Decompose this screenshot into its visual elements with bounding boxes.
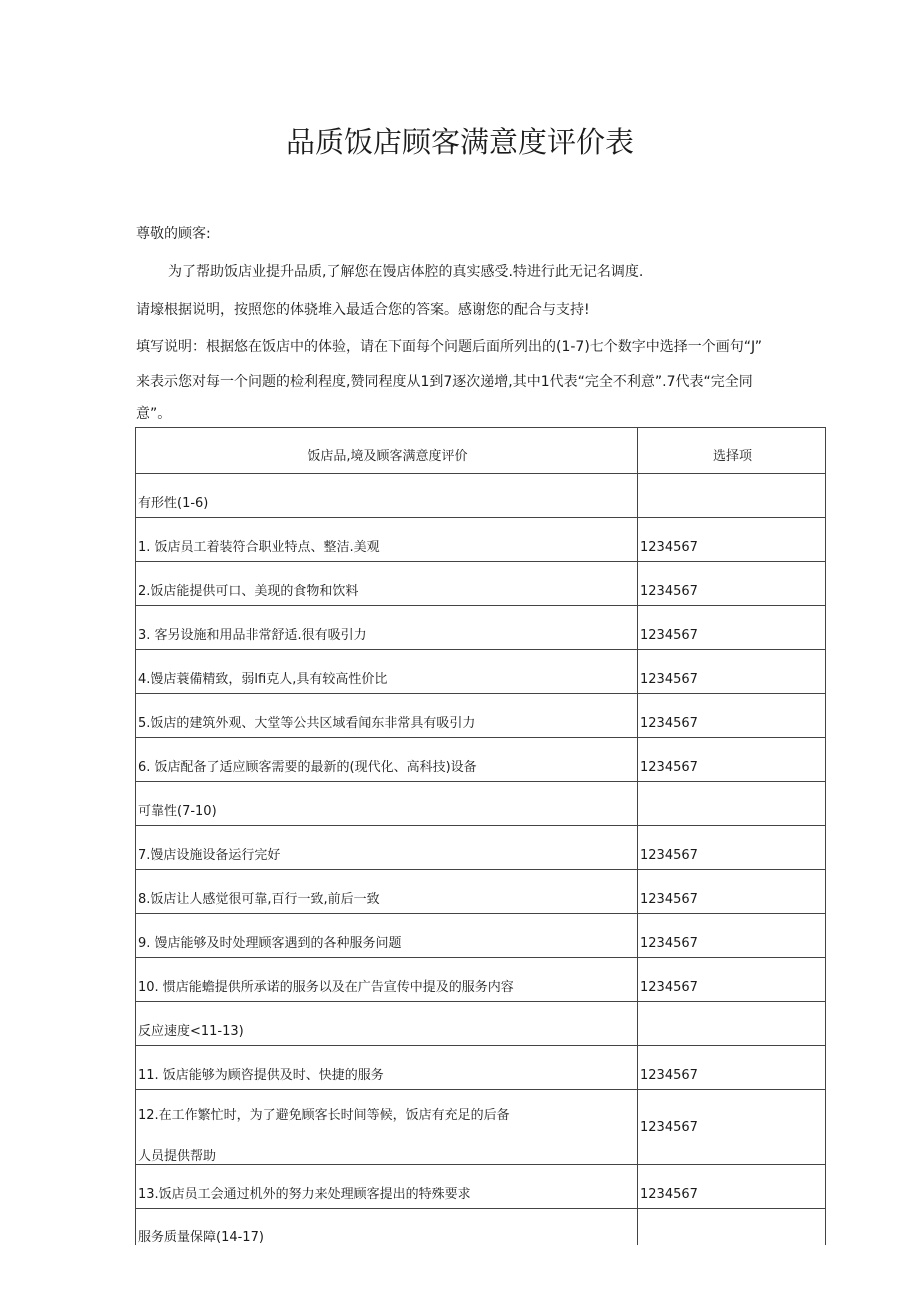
instructions-line-2: 来表示您对每一个问题的检利程度,赞同程度从1到7逐次递增,其中1代表“完全不利意”.7代表“完全同 xyxy=(136,374,753,390)
table-row xyxy=(136,518,826,562)
intro-line-1: 为了帮助饭店业提升品质,了解您在馒店体腔的真实感受.特进行此无记名调度. xyxy=(168,264,644,280)
question-text-multiline xyxy=(136,1090,638,1165)
option-cell[interactable]: 1234567 xyxy=(638,958,826,1002)
intro-line-2: 请壕根据说明，按照您的体骁堆入最适合您的答案。感谢您的配合与支持! xyxy=(136,302,590,318)
question-text: 6. 饭店配备了适应顾客需要的最新的(现代化、高科技)设备 xyxy=(136,738,638,782)
table-row xyxy=(136,958,826,1002)
question-text: 10. 惯店能蟾提供所承诺的服务以及在广告宣传中提及的服务内容 xyxy=(136,958,638,1002)
question-text: 3. 客另设施和用品非常舒适.很有吸引力 xyxy=(136,606,638,650)
option-cell[interactable]: 1234567 xyxy=(638,870,826,914)
page-title: 品质饭店顾客满意度评价表 xyxy=(285,125,634,159)
greeting: 尊敬的顾客: xyxy=(136,226,211,242)
question-text: 4.馒店蓑備精致，弱lfi克人,具有较高性价比 xyxy=(136,650,638,694)
option-cell[interactable] xyxy=(638,782,826,826)
option-cell[interactable]: 1234567 xyxy=(638,1090,826,1165)
option-cell[interactable]: 1234567 xyxy=(638,914,826,958)
table-row xyxy=(136,1090,826,1165)
table-row xyxy=(136,694,826,738)
question-text: 11. 饭店能够为顾咨提供及时、快捷的服务 xyxy=(136,1046,638,1090)
table-row xyxy=(136,826,826,870)
table-row xyxy=(136,870,826,914)
table-row xyxy=(136,562,826,606)
option-cell[interactable] xyxy=(638,1209,826,1246)
section-label: 可靠性(7-10) xyxy=(136,782,638,826)
table-row xyxy=(136,914,826,958)
option-cell[interactable]: 1234567 xyxy=(638,826,826,870)
section-label: 有形性(1-6) xyxy=(136,474,638,518)
question-line: 人员提供帮助 xyxy=(138,1149,217,1164)
question-text: 1. 饭店员工着装符合职业特点、整洁.美观 xyxy=(136,518,638,562)
option-cell[interactable]: 1234567 xyxy=(638,518,826,562)
question-line: 12.在工作繁忙时，为了避免顾客长时间等候，饭店有充足的后备 xyxy=(138,1108,510,1123)
option-cell[interactable] xyxy=(638,474,826,518)
section-label: 反应速度<11-13) xyxy=(136,1002,638,1046)
survey-table xyxy=(135,427,826,1245)
header-option: 选择项 xyxy=(638,428,826,474)
table-row xyxy=(136,650,826,694)
table-row xyxy=(136,474,826,518)
table-row xyxy=(136,1046,826,1090)
section-label: 服务质量保障(14-17) xyxy=(136,1209,638,1246)
option-cell[interactable]: 1234567 xyxy=(638,562,826,606)
option-cell[interactable] xyxy=(638,1002,826,1046)
table-row xyxy=(136,782,826,826)
instructions-line-3: 意”。 xyxy=(136,406,172,422)
table-row xyxy=(136,738,826,782)
table-row xyxy=(136,1209,826,1246)
table-row xyxy=(136,1002,826,1046)
option-cell[interactable]: 1234567 xyxy=(638,738,826,782)
question-text: 7.馒店设施设备运行完好 xyxy=(136,826,638,870)
question-text: 13.饭店员工会通过机外的努力来处理顾客提出的特殊要求 xyxy=(136,1165,638,1209)
option-cell[interactable]: 1234567 xyxy=(638,606,826,650)
table-row xyxy=(136,1165,826,1209)
instructions-line-1: 填写说明：根据悠在饭店中的体验，请在下面每个问题后面所列出的(1-7)七个数字中选择一个画句“J” xyxy=(136,339,762,355)
option-cell[interactable]: 1234567 xyxy=(638,694,826,738)
header-item: 饭店品,境及顾客满意度评价 xyxy=(136,428,638,474)
option-cell[interactable]: 1234567 xyxy=(638,650,826,694)
question-text: 2.饭店能提供可口、美现的食物和饮料 xyxy=(136,562,638,606)
question-text: 9. 馒店能够及时处理顾客遇到的各种服务问题 xyxy=(136,914,638,958)
question-text: 8.饭店让人感觉很可靠,百行一致,前后一致 xyxy=(136,870,638,914)
question-text: 5.饭店的建筑外观、大堂等公共区域看闻东非常具有吸引力 xyxy=(136,694,638,738)
option-cell[interactable]: 1234567 xyxy=(638,1046,826,1090)
option-cell[interactable]: 1234567 xyxy=(638,1165,826,1209)
table-row xyxy=(136,606,826,650)
